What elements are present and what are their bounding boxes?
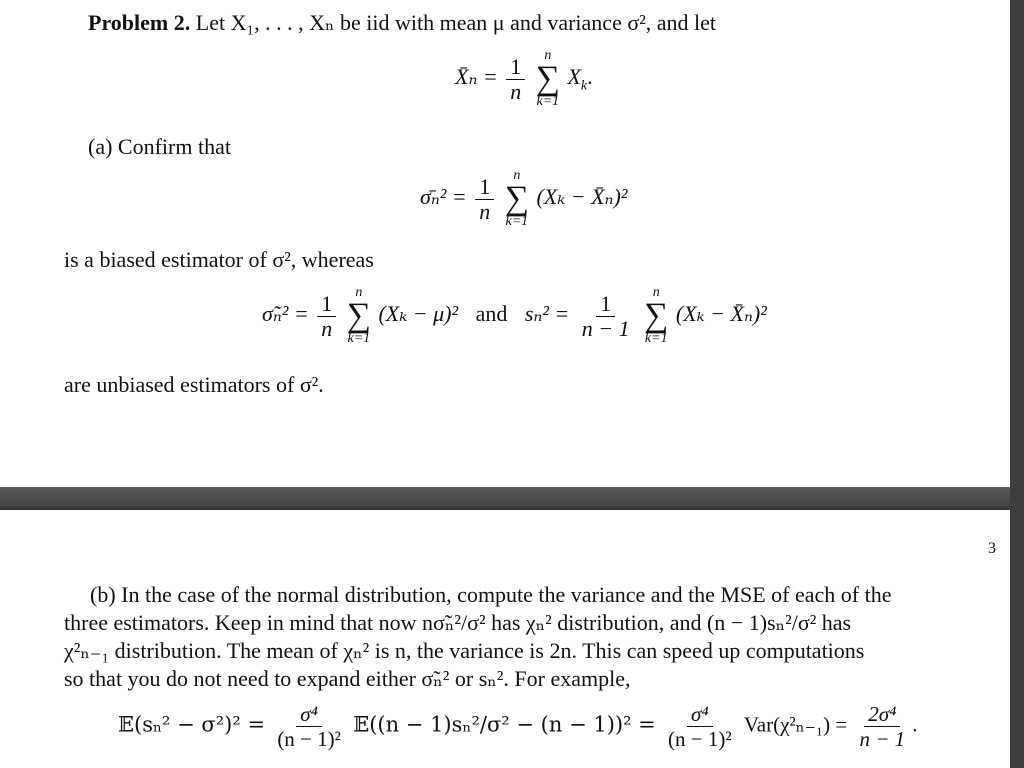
eq-biased-fraction: [475, 175, 494, 224]
eq-unb1-sum-top: n: [355, 285, 363, 300]
eq-unb1-lhs: σ̃ₙ² =: [262, 301, 309, 327]
biased-statement: is a biased estimator of σ², whereas: [64, 247, 374, 272]
equation-example-mse: [118, 702, 917, 751]
eq-unb1-body: (Xₖ − μ)²: [378, 301, 459, 327]
unbiased-statement: are unbiased estimators of σ².: [64, 372, 324, 397]
eq-ex-den1: (n − 1)²: [277, 727, 341, 751]
eq-mean-body: X: [567, 64, 581, 90]
eq-ex-frac2: [664, 702, 736, 751]
page-number: 3: [988, 540, 996, 557]
eq-mean-summation: [536, 48, 560, 110]
part-b-line-3: χ²ₙ₋₁ distribution. The mean of χₙ² is n, the variance is 2n. This can speed up computations: [64, 638, 865, 663]
sigma-symbol: ∑: [644, 297, 669, 334]
eq-ex-num2: σ⁴: [687, 702, 713, 727]
eq-mean-sub: k: [580, 78, 588, 94]
eq-ex-var: Var(χ²ₙ₋₁) =: [743, 712, 848, 737]
part-b-line-4: so that you do not need to expand either σ̃ₙ² or sₙ². For example,: [64, 666, 631, 691]
eq-unb2-num: 1: [596, 292, 615, 317]
eq-mean-tail: .: [587, 64, 593, 90]
eq-and-word: and: [475, 301, 508, 327]
problem-intro-text: Let X₁, . . . , Xₙ be iid with mean μ and variance σ², and let: [195, 10, 717, 35]
eq-mean-fraction: [506, 55, 525, 104]
eq-ex-mid: 𝔼((n − 1)sₙ²/σ² − (n − 1))² =: [353, 712, 656, 737]
eq-mean-sum-bot: k=1: [536, 94, 560, 109]
eq-unb2-sum-top: n: [652, 285, 660, 300]
eq-biased-sum-top: n: [513, 168, 521, 183]
viewer-right-edge: [1010, 0, 1024, 768]
eq-biased-sum-bot: k=1: [505, 214, 529, 229]
equation-unbiased-estimators: [262, 285, 767, 347]
eq-mean-lhs: X̄ₙ =: [455, 64, 498, 90]
eq-biased-lhs: σ̄ₙ² =: [420, 184, 467, 210]
eq-ex-num3: 2σ⁴: [864, 702, 900, 727]
eq-mean-den: n: [510, 78, 522, 104]
eq-ex-den2: (n − 1)²: [668, 727, 732, 751]
eq-unb2-den: n − 1: [581, 315, 630, 341]
part-a-label: (a) Confirm that: [88, 134, 231, 159]
eq-ex-den3: n − 1: [859, 727, 906, 751]
eq-unb1-summation: [347, 285, 371, 347]
eq-unb1-fraction: [317, 292, 336, 341]
pdf-page-2: [0, 510, 1010, 768]
eq-biased-summation: [505, 168, 529, 230]
eq-ex-num1: σ⁴: [296, 702, 322, 727]
eq-biased-den: n: [479, 198, 491, 224]
eq-ex-lhs: 𝔼(sₙ² − σ²)² =: [118, 712, 266, 737]
problem-label: Problem 2.: [88, 10, 191, 35]
sigma-symbol: ∑: [535, 60, 560, 97]
eq-biased-num: 1: [475, 175, 494, 200]
part-b-line-1: (b) In the case of the normal distribution, compute the variance and the MSE of each of the: [90, 582, 892, 607]
sigma-symbol: ∑: [504, 180, 529, 217]
eq-unb2-lhs: sₙ² =: [524, 301, 570, 327]
part-b-line-2: three estimators. Keep in mind that now nσ̃ₙ²/σ² has χₙ² distribution, and (n − 1)sₙ²/σ² has: [64, 610, 852, 635]
eq-biased-body: (Xₖ − X̄ₙ)²: [536, 184, 628, 210]
eq-unb2-sum-bot: k=1: [644, 331, 668, 346]
eq-unb1-sum-bot: k=1: [347, 331, 371, 346]
eq-unb2-summation: [644, 285, 668, 347]
eq-unb1-den: n: [321, 315, 333, 341]
eq-unb2-body: (Xₖ − X̄ₙ)²: [675, 301, 767, 327]
equation-biased-estimator: [420, 168, 627, 230]
eq-ex-frac1: [273, 702, 345, 751]
equation-sample-mean: [455, 48, 593, 110]
eq-unb1-num: 1: [317, 292, 336, 317]
eq-mean-sum-top: n: [544, 48, 552, 63]
problem-statement-line: [88, 10, 716, 36]
eq-ex-tail: .: [912, 712, 918, 737]
page-separator: [0, 487, 1024, 510]
eq-mean-num: 1: [506, 55, 525, 80]
sigma-symbol: ∑: [346, 297, 371, 334]
eq-unb2-fraction: [578, 292, 634, 341]
eq-ex-frac3: [856, 702, 910, 751]
